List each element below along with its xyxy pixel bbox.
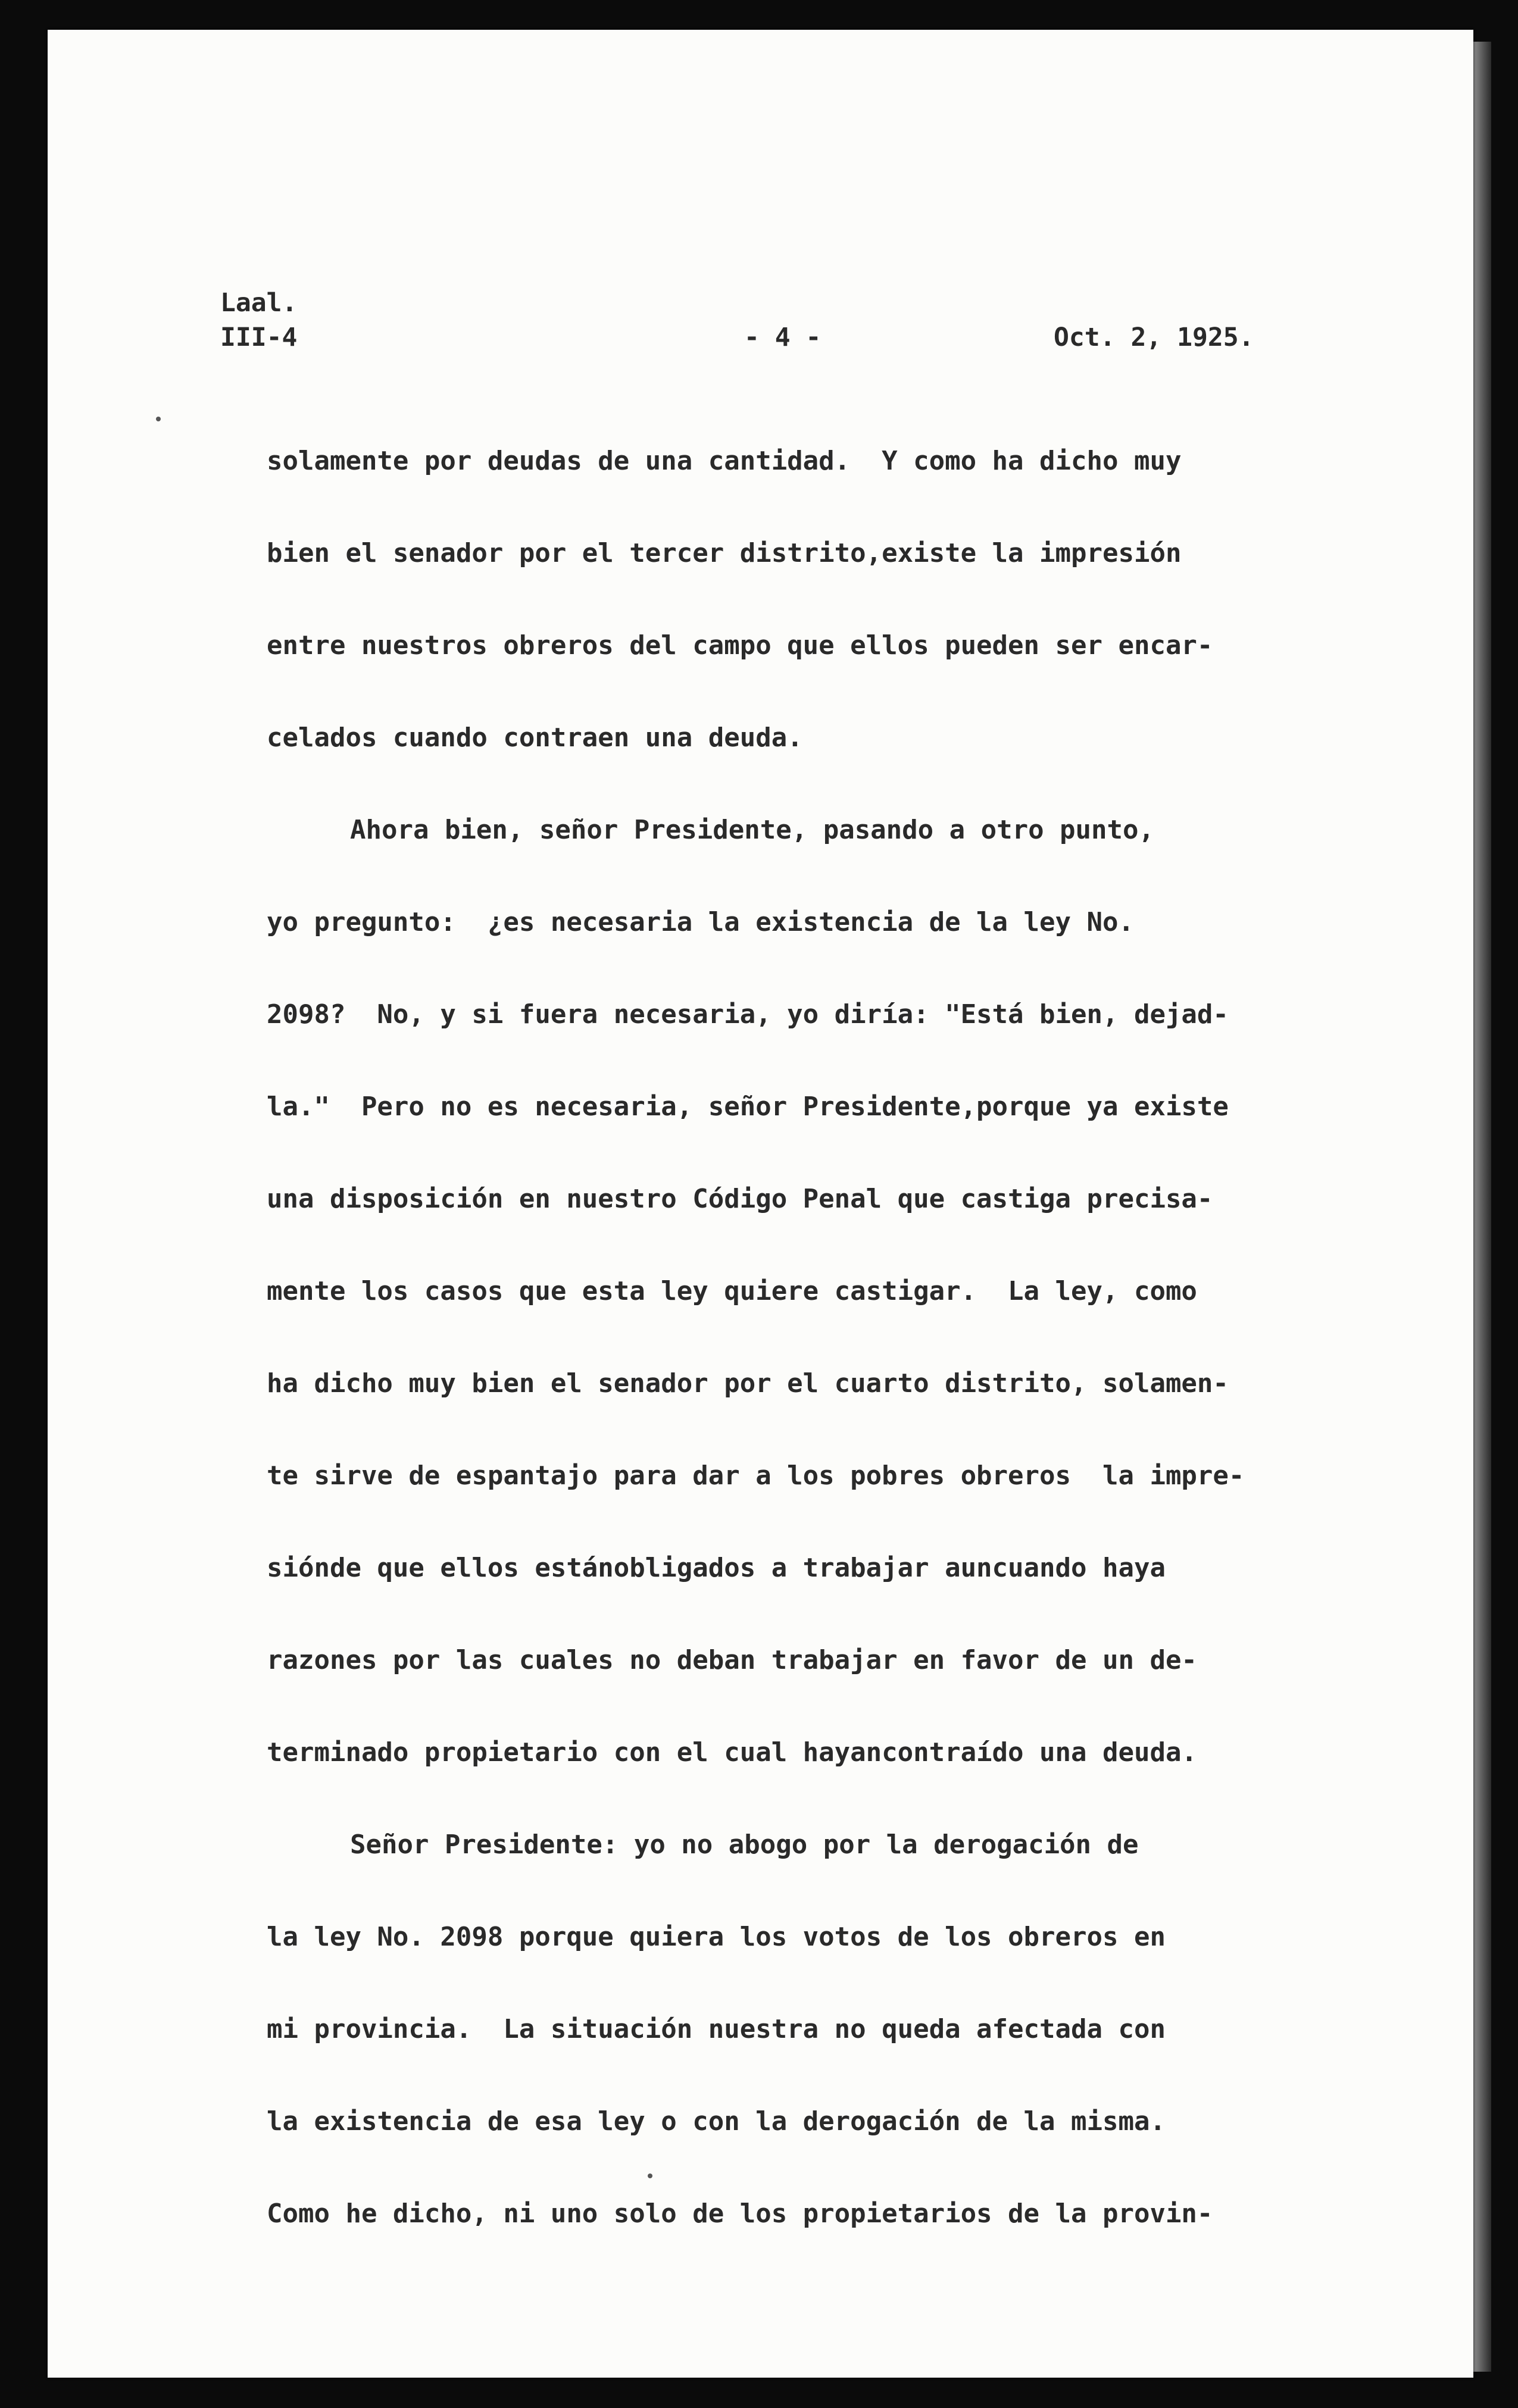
text-line: una disposición en nuestro Código Penal que castiga precisa- [267, 1184, 1213, 1214]
text-line: celados cuando contraen una deuda. [267, 723, 803, 753]
text-line: ha dicho muy bien el senador por el cuarto distrito, solamen- [267, 1368, 1229, 1399]
text-line: yo pregunto: ¿es necesaria la existencia de la ley No. [267, 907, 1134, 937]
text-line: razones por las cuales no deban trabajar en favor de un de- [267, 1645, 1197, 1675]
text-line: mi provincia. La situación nuestra no queda afectada con [267, 2014, 1166, 2044]
page-number: - 4 - [744, 323, 822, 352]
header-reference-1: Laal. [220, 288, 298, 318]
text-line: la existencia de esa ley o con la derogación de la misma. [267, 2106, 1166, 2137]
text-line: solamente por deudas de una cantidad. Y como ha dicho muy [267, 446, 1182, 476]
text-line: la ley No. 2098 porque quiera los votos de los obreros en [267, 1922, 1166, 1952]
text-line: bien el senador por el tercer distrito,existe la impresión [267, 538, 1182, 568]
text-line: terminado propietario con el cual hayancontraído una deuda. [267, 1737, 1197, 1768]
text-line: Señor Presidente: yo no abogo por la derogación de [350, 1830, 1139, 1860]
scan-speck [648, 2174, 652, 2178]
text-line: 2098? No, y si fuera necesaria, yo diría: "Está bien, dejad- [267, 999, 1229, 1030]
text-line: mente los casos que esta ley quiere castigar. La ley, como [267, 1276, 1197, 1306]
text-line: Ahora bien, señor Presidente, pasando a otro punto, [350, 815, 1155, 845]
header-date: Oct. 2, 1925. [1054, 323, 1254, 352]
text-line: Como he dicho, ni uno solo de los propietarios de la provin- [267, 2199, 1213, 2229]
text-line: te sirve de espantajo para dar a los pobres obreros la impre- [267, 1461, 1245, 1491]
text-line: entre nuestros obreros del campo que ellos pueden ser encar- [267, 630, 1213, 661]
scan-speck [156, 417, 161, 421]
text-line: la." Pero no es necesaria, señor Presidente,porque ya existe [267, 1092, 1229, 1122]
text-line: siónde que ellos estánobligados a trabajar auncuando haya [267, 1553, 1166, 1583]
header-reference-2: III-4 [220, 323, 298, 352]
